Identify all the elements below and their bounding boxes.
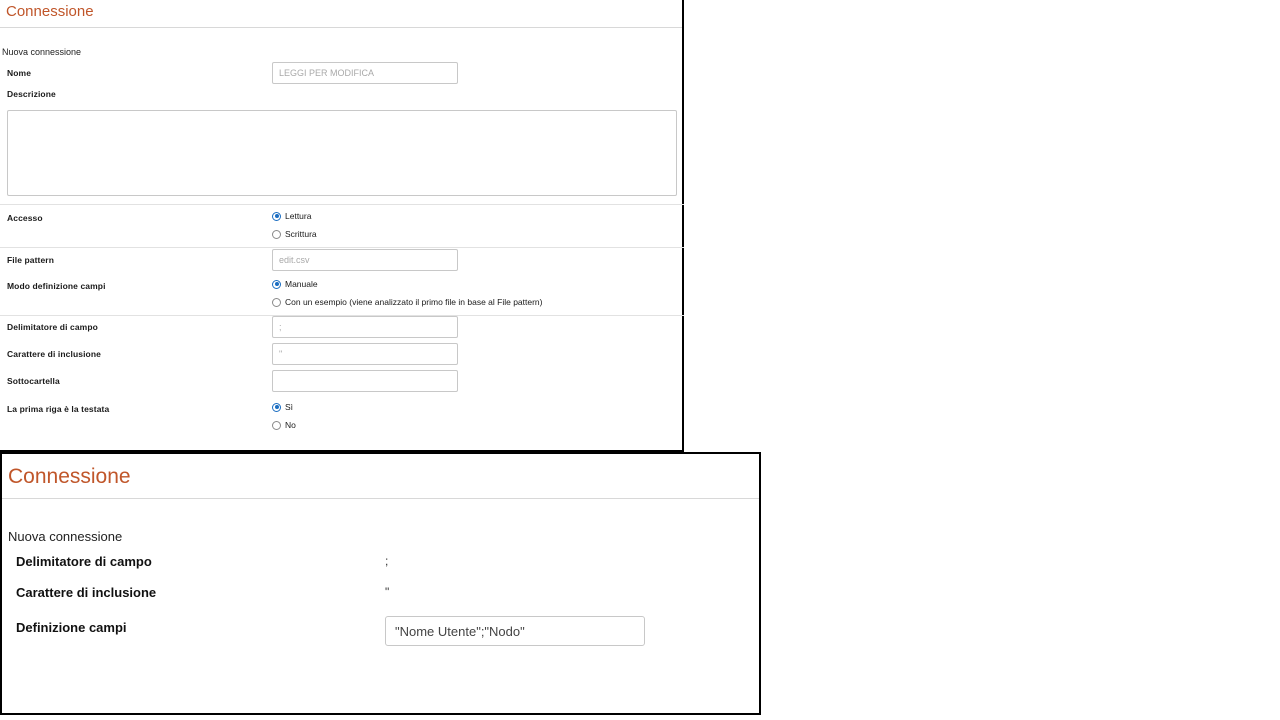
field-row-modo-definizione (0, 273, 684, 315)
accesso-radio-group (272, 207, 317, 243)
field-row-accesso (0, 205, 684, 247)
radio-option-lettura[interactable] (272, 207, 317, 225)
descrizione-label: Descrizione (7, 89, 56, 99)
sottocartella-input[interactable] (272, 370, 458, 392)
radio-label: Lettura (285, 211, 312, 221)
page-title: Connessione (6, 3, 94, 20)
field-row-carattere (0, 343, 684, 370)
accesso-label: Accesso (7, 213, 43, 223)
panel-subtitle: Nuova connessione (2, 47, 82, 57)
connection-summary-panel (0, 452, 761, 715)
modo-definizione-label: Modo definizione campi (7, 281, 106, 291)
field-row-sottocartella (0, 370, 684, 397)
field-row-nome (0, 62, 684, 88)
radio-option-si[interactable] (272, 398, 296, 416)
summary-row-carattere (2, 585, 759, 616)
field-row-file-pattern (0, 248, 684, 273)
field-row-descrizione (0, 110, 684, 204)
file-pattern-input-wrap (272, 249, 458, 271)
carattere-label: Carattere di inclusione (7, 349, 101, 359)
radio-option-manuale[interactable] (272, 275, 543, 293)
radio-label: Scrittura (285, 229, 317, 239)
panel-subtitle-bottom: Nuova connessione (8, 529, 123, 544)
radio-label: Con un esempio (viene analizzato il primo file in base al File pattern) (285, 297, 543, 307)
nome-label: Nome (7, 68, 32, 78)
definizione-campi-input[interactable] (385, 616, 645, 646)
connection-form-panel (0, 0, 684, 452)
panel-header (0, 0, 682, 28)
field-row-prima-riga (0, 397, 684, 439)
prima-riga-label: La prima riga è la testata (7, 404, 110, 414)
file-pattern-input[interactable] (272, 249, 458, 271)
prima-riga-radio-group (272, 398, 296, 434)
radio-icon[interactable] (272, 212, 281, 221)
radio-label: No (285, 420, 296, 430)
delimitatore-value: ; (385, 554, 389, 568)
nome-input[interactable] (272, 62, 458, 84)
delimitatore-input-wrap (272, 316, 458, 338)
radio-icon[interactable] (272, 421, 281, 430)
field-row-descrizione-label (0, 88, 684, 110)
carattere-value: " (385, 585, 390, 599)
radio-option-scrittura[interactable] (272, 225, 317, 243)
summary-row-definizione-campi (2, 616, 759, 656)
radio-icon[interactable] (272, 403, 281, 412)
carattere-label-bottom: Carattere di inclusione (16, 585, 157, 600)
delimitatore-label: Delimitatore di campo (7, 322, 98, 332)
summary-row-delimitatore (2, 554, 759, 585)
delimitatore-input[interactable] (272, 316, 458, 338)
carattere-input[interactable] (272, 343, 458, 365)
nome-input-wrap (272, 62, 458, 84)
radio-icon[interactable] (272, 298, 281, 307)
radio-option-con-esempio[interactable] (272, 293, 543, 311)
delimitatore-label-bottom: Delimitatore di campo (16, 554, 152, 569)
carattere-input-wrap (272, 343, 458, 365)
form-rows (0, 62, 684, 439)
field-row-delimitatore (0, 316, 684, 343)
radio-option-no[interactable] (272, 416, 296, 434)
definizione-campi-label: Definizione campi (16, 620, 127, 635)
radio-label: Manuale (285, 279, 318, 289)
descrizione-textarea[interactable] (7, 110, 677, 196)
sottocartella-label: Sottocartella (7, 376, 60, 386)
radio-icon[interactable] (272, 230, 281, 239)
panel-header-bottom (2, 454, 759, 499)
sottocartella-input-wrap (272, 370, 458, 392)
file-pattern-label: File pattern (7, 255, 55, 265)
radio-label: Sì (285, 402, 294, 412)
radio-icon[interactable] (272, 280, 281, 289)
summary-rows (2, 554, 759, 656)
page-title-bottom: Connessione (8, 465, 131, 488)
modo-definizione-radio-group (272, 275, 543, 311)
